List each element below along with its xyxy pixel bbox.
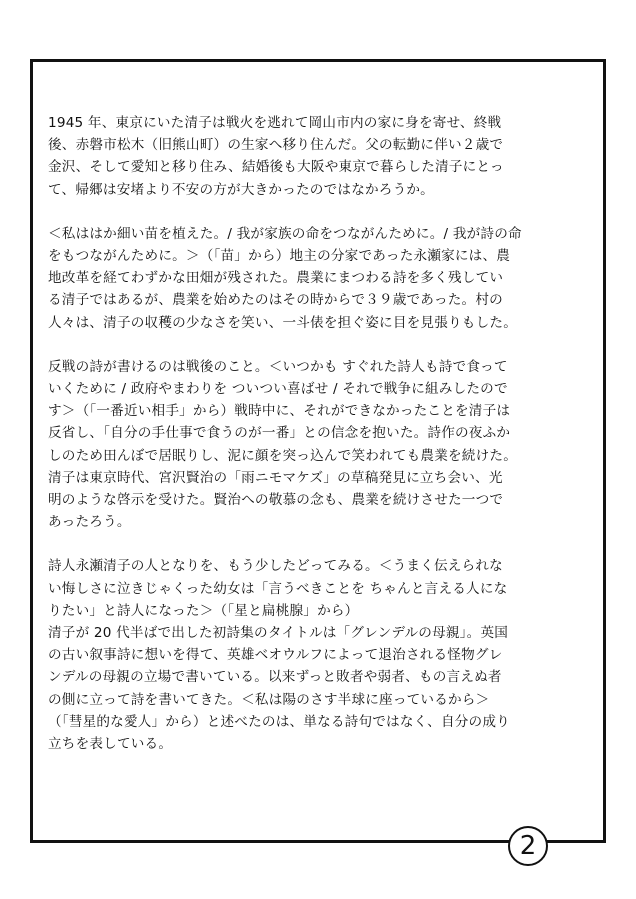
text-line: す＞（「一番近い相手」から）戦時中に、それができなかったことを清子は	[48, 403, 511, 420]
paragraph-gap	[48, 533, 582, 555]
paragraph-2	[48, 223, 582, 334]
text-line: 清子が 20 代半ばで出した初詩集のタイトルは「グレンデルの母親」。英国	[48, 625, 509, 642]
text-line: 後、赤磐市松木（旧熊山町）の生家へ移り住んだ。父の転勤に伴い２歳で	[48, 137, 504, 154]
paragraph-gap	[48, 201, 582, 223]
text-line: ンデルの母親の立場で書いている。以来ずっと敗者や弱者、もの言えぬ者	[48, 669, 502, 686]
text-line: る清子ではあるが、農業を始めたのはその時からで３９歳であった。村の	[48, 292, 503, 309]
text-line: 反省し、「自分の手仕事で食うのが一番」との信念を抱いた。詩作の夜ふか	[48, 425, 511, 442]
text-line: 清子は東京時代、宮沢賢治の「雨ニモマケズ」の草稿発見に立ち会い、光	[48, 469, 503, 486]
text-line: 詩人永瀬清子の人となりを、もう少したどってみる。＜うまく伝えられな	[48, 558, 503, 575]
paragraph-1	[48, 112, 582, 201]
text-line: の古い叙事詩に想いを得て、英雄ベオウルフによって退治される怪物グレ	[48, 647, 503, 664]
paragraph-4	[48, 555, 582, 755]
paragraph-3	[48, 356, 582, 534]
document-body	[48, 112, 582, 755]
text-line: 反戦の詩が書けるのは戦後のこと。＜いつかも すぐれた詩人も詩で食って	[48, 358, 508, 375]
text-line: あったろう。	[48, 514, 131, 531]
text-line: の側に立って詩を書いてきた。＜私は陽のさす半球に座っているから＞	[48, 691, 490, 708]
text-line: （「彗星的な愛人」から）と述べたのは、単なる詩句ではなく、自分の成り	[48, 713, 510, 730]
text-line: しのため田んぼで居眠りし、泥に顔を突っ込んで笑われても農業を続けた。	[48, 447, 517, 464]
text-line: 1945 年、東京にいた清子は戦火を逃れて岡山市内の家に身を寄せ、終戦	[48, 115, 502, 131]
text-line: 地改革を経てわずかな田畑が残された。農業にまつわる詩を多く残してい	[48, 270, 504, 287]
paragraph-gap	[48, 334, 582, 356]
text-line: 人々は、清子の収穫の少なさを笑い、一斗俵を担ぐ姿に目を見張りもした。	[48, 314, 517, 331]
page-number: 2	[508, 826, 548, 866]
text-line: 金沢、そして愛知と移り住み、結婚後も大阪や東京で暮らした清子にとっ	[48, 159, 504, 176]
text-line: て、帰郷は安堵より不安の方が大きかったのではなかろうか。	[48, 181, 434, 198]
text-line: をもつながんために。＞（「苗」から）地主の分家であった永瀬家には、農	[48, 248, 511, 265]
text-line: いくために / 政府やまわりを ついつい喜ばせ / それで戦争に組みしたので	[48, 381, 508, 398]
text-line: りたい」と詩人になった＞（「星と扁桃腺」から）	[48, 602, 359, 619]
text-line: 明のような啓示を受けた。賢治への敬慕の念も、農業を続けさせた一つで	[48, 492, 504, 509]
text-line: い悔しさに泣きじゃくった幼女は「言うべきことを ちゃんと言える人にな	[48, 580, 508, 597]
text-line: 立ちを表している。	[48, 736, 173, 753]
text-line: ＜私ははか細い苗を植えた。/ 我が家族の命をつながんために。/ 我が詩の命	[48, 225, 522, 242]
